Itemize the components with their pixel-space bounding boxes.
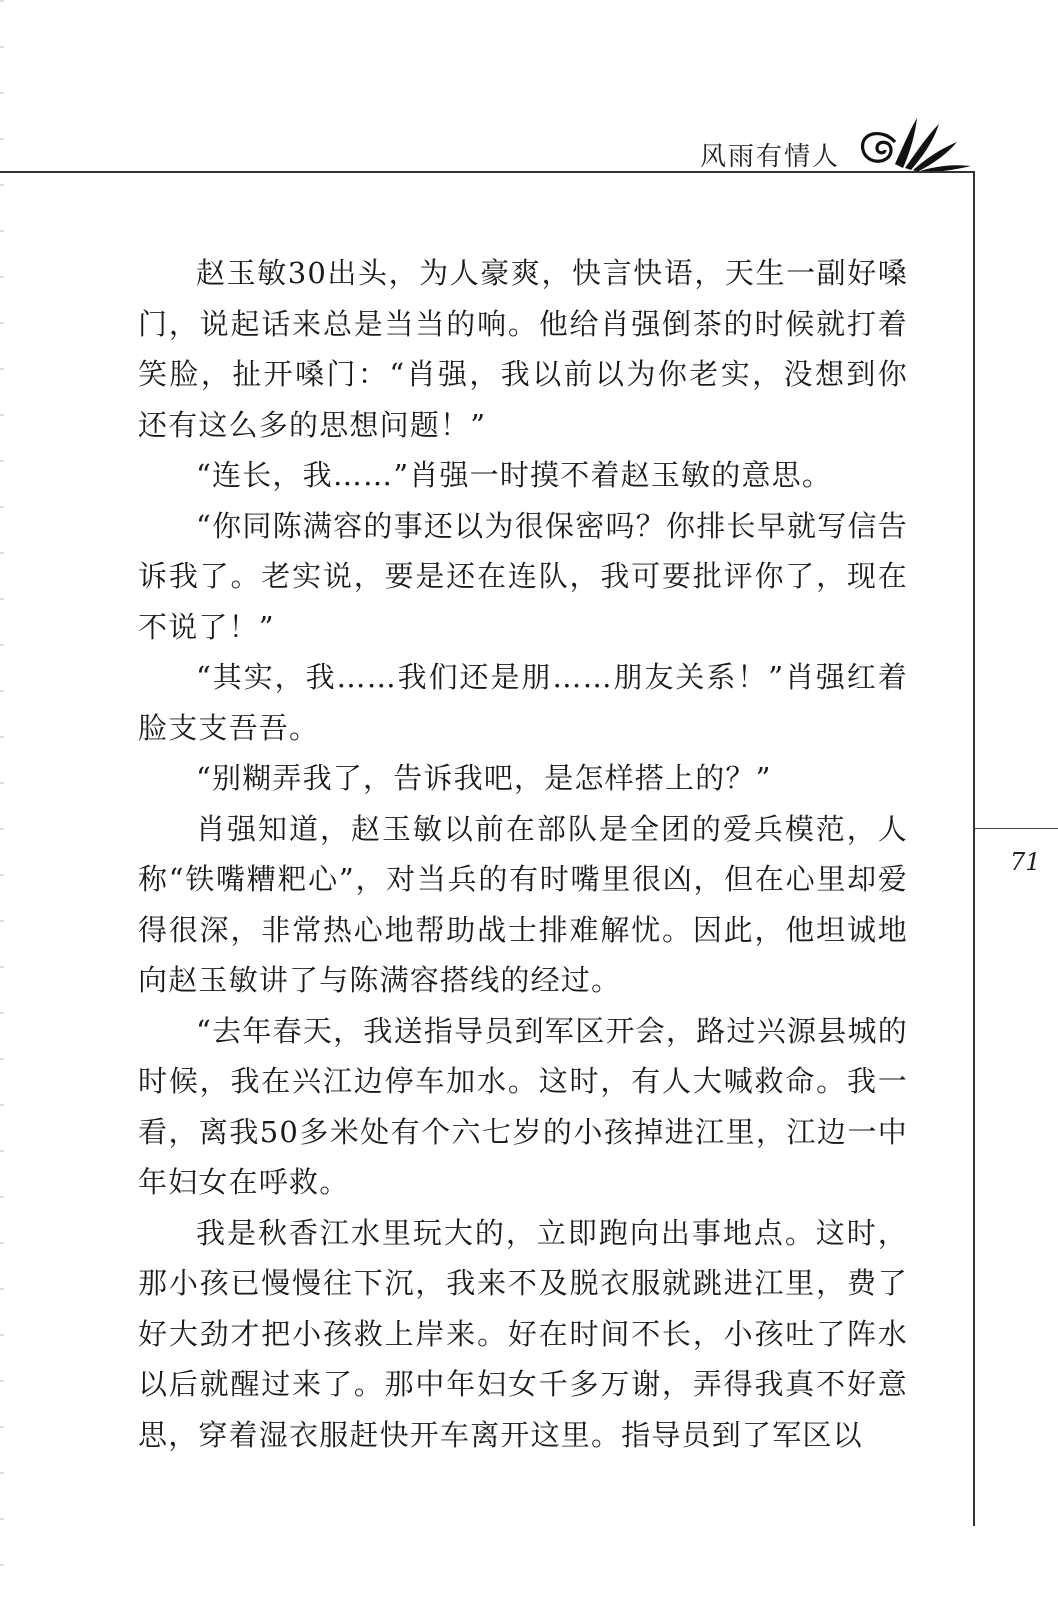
swirl-ornament-icon [855,112,975,174]
margin-rule [973,171,975,1526]
page-number-rule [973,828,1058,829]
paragraph: “去年春天，我送指导员到军区开会，路过兴源县城的时候，我在兴江边停车加水。这时，有人大喊救命。我一看，离我50多米处有个六七岁的小孩掉进江里，江边一中年妇女在呼救。 [138,1013,908,1199]
paragraph: “连长，我……”肖强一时摸不着赵玉敏的意思。 [196,458,833,492]
page-number: 71 [1010,848,1041,876]
header-rule [0,171,975,173]
paragraph: “其实，我……我们还是朋……朋友关系！”肖强红着脸支支吾吾。 [138,660,908,745]
paragraph: 肖强知道，赵玉敏以前在部队是全团的爱兵模范，人称“铁嘴糟粑心”，对当兵的有时嘴里很凶，但在心里却爱得很深，非常热心地帮助战士排难解忧。因此，他坦诚地向赵玉敏讲了与陈满容搭线的经过。 [138,811,908,997]
running-title: 风雨有情人 [700,142,841,172]
body-text [138,248,908,1460]
paragraph: “别糊弄我了，告诉我吧，是怎样搭上的？” [196,761,772,795]
paragraph: 我是秋香江水里玩大的，立即跑向出事地点。这时，那小孩已慢慢往下沉，我来不及脱衣服就跳进江里，费了好大劲才把小孩救上岸来。好在时间不长，小孩吐了阵水以后就醒过来了。那中年妇女千多万谢，弄得我真不好意思，穿着湿衣服赶快开车离开这里。指导员到了军区以 [138,1215,908,1452]
page-edge [0,0,4,1600]
paragraph: “你同陈满容的事还以为很保密吗？你排长早就写信告诉我了。老实说，要是还在连队，我可要批评你了，现在不说了！” [138,508,908,644]
paragraph: 赵玉敏30出头，为人豪爽，快言快语，天生一副好嗓门，说起话来总是当当的响。他给肖强倒茶的时候就打着笑脸，扯开嗓门：“肖强，我以前以为你老实，没想到你还有这么多的思想问题！” [138,256,908,442]
